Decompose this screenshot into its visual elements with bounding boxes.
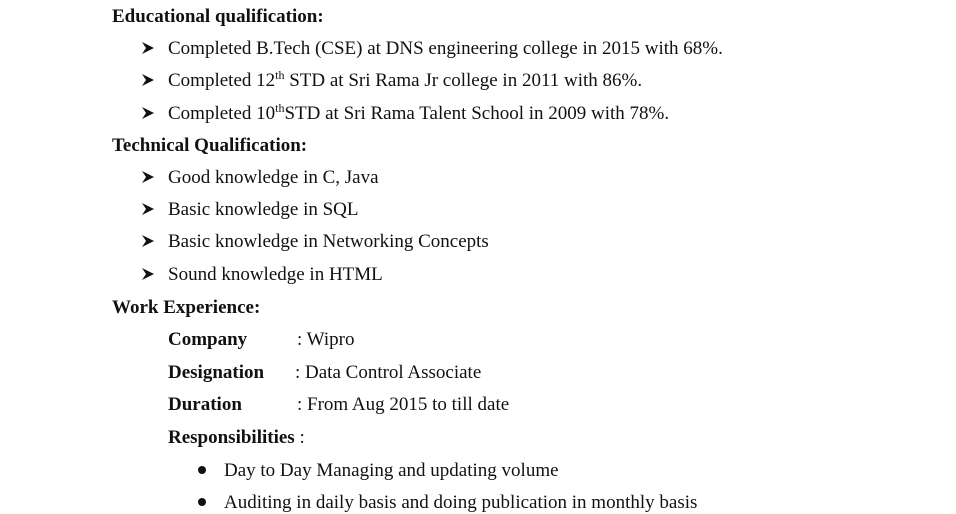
company-value: : Wipro — [297, 329, 355, 350]
responsibilities-colon: : — [294, 427, 305, 448]
responsibility-item: Day to Day Managing and updating volume — [224, 460, 559, 481]
education-item-text: Completed — [168, 70, 257, 91]
education-item-text: Completed — [168, 103, 257, 124]
education-heading: Educational qualification: — [112, 6, 324, 27]
arrow-bullet-icon — [141, 41, 155, 55]
technical-heading: Technical Qualification: — [112, 135, 308, 156]
education-item-text: Completed B.Tech (CSE) at DNS engineering college in 2015 with 68%. — [168, 38, 723, 59]
technical-item-text: Basic knowledge in Networking Concepts — [168, 231, 489, 252]
designation-value: : Data Control Associate — [295, 362, 482, 383]
arrow-bullet-icon — [141, 202, 155, 216]
arrow-bullet-icon — [141, 106, 155, 120]
education-item-number: 10 — [256, 103, 276, 124]
duration-label: Duration — [168, 394, 242, 415]
technical-item-text: Good knowledge in C, Java — [168, 167, 379, 188]
duration-value: : From Aug 2015 to till date — [297, 394, 510, 415]
arrow-bullet-icon — [141, 234, 155, 248]
arrow-bullet-icon — [141, 267, 155, 281]
technical-item-text: Sound knowledge in HTML — [168, 264, 383, 285]
responsibilities-label — [168, 427, 305, 449]
ordinal-suffix: th — [275, 101, 285, 115]
arrow-bullet-icon — [141, 170, 155, 184]
company-label: Company — [168, 329, 248, 350]
work-heading: Work Experience: — [112, 297, 261, 318]
ordinal-suffix: th — [275, 68, 285, 82]
designation-label: Designation — [168, 362, 265, 383]
technical-item-text: Basic knowledge in SQL — [168, 199, 359, 220]
responsibility-item: Auditing in daily basis and doing publication in monthly basis — [224, 492, 698, 513]
arrow-bullet-icon — [141, 73, 155, 87]
education-item-number: 12 — [256, 70, 276, 91]
bullet-dot-icon — [198, 466, 206, 474]
education-item-text-rest: STD at Sri Rama Jr college in 2011 with 86%. — [284, 70, 643, 91]
education-item-text-rest: STD at Sri Rama Talent School in 2009 with 78%. — [284, 103, 670, 124]
bullet-dot-icon — [198, 498, 206, 506]
responsibilities-label-text: Responsibilities — [168, 427, 295, 448]
